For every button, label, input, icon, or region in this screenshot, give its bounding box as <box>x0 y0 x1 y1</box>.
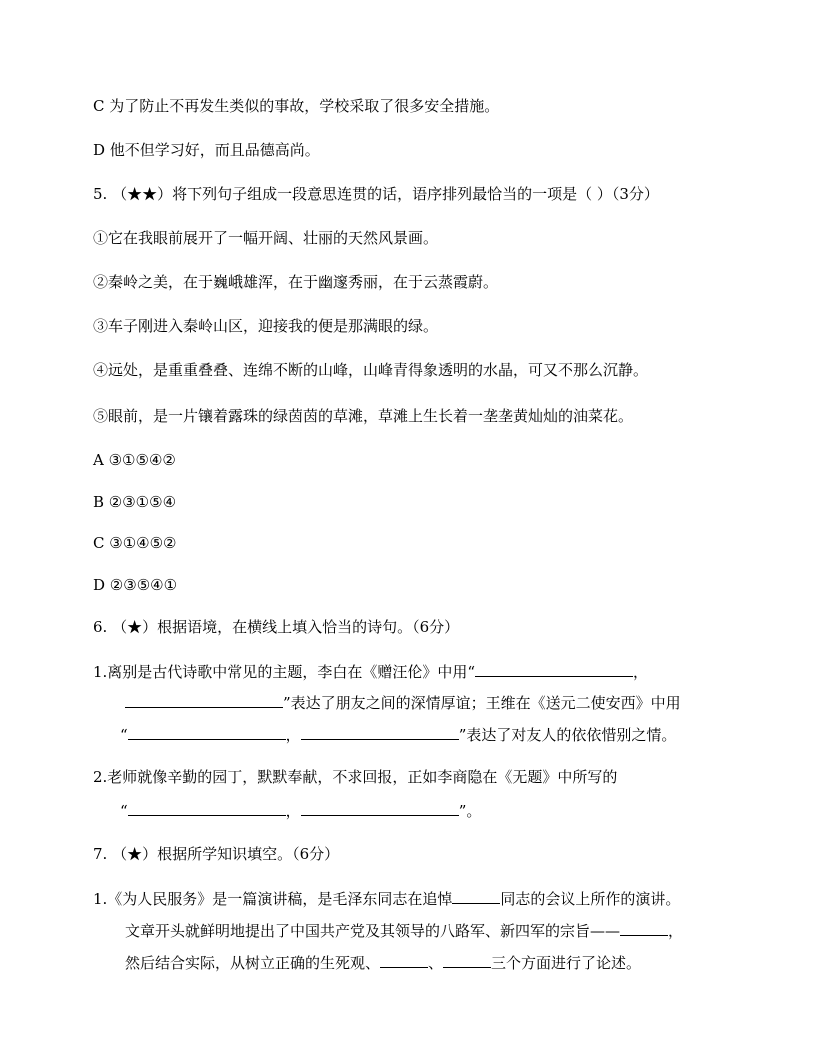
q5-sentence-4: ④远处，是重重叠叠、连绵不断的山峰，山峰青得象透明的水晶，可又不那么沉静。 <box>93 361 649 379</box>
q6-item2-text-c: ， <box>285 802 301 820</box>
q5-sentence-5: ⑤眼前，是一片镶着露珠的绿茵茵的草滩，草滩上生长着一垄垄黄灿灿的油菜花。 <box>93 407 634 425</box>
answer-blank[interactable] <box>380 952 428 968</box>
q6-item1-line1 <box>93 661 648 682</box>
answer-blank[interactable] <box>128 724 286 740</box>
q6-item2-text-b: “ <box>120 802 128 820</box>
q6-item2-line1: 2.老师就像辛勤的园丁，默默奉献，不求回报，正如李商隐在《无题》中所写的 <box>93 768 618 786</box>
q7-item1-text-a: 1.《为人民服务》是一篇演讲稿，是毛泽东同志在追悼 <box>93 890 453 908</box>
q7-item1-line2 <box>125 920 683 941</box>
q6-item1-text-f: ”表达了对友人的依依惜别之情。 <box>458 726 677 744</box>
q7-item1-text-g: 三个方面进行了论述。 <box>491 954 642 972</box>
answer-blank[interactable] <box>125 692 283 708</box>
q6-stem: 6. （★）根据语境，在横线上填入恰当的诗句。（6分） <box>93 618 460 636</box>
q6-item2-text-d: ”。 <box>458 802 482 820</box>
q6-item1-line3 <box>120 724 676 745</box>
q5-option-d: D ②③⑤④① <box>93 576 178 594</box>
q7-stem: 7. （★）根据所学知识填空。（6分） <box>93 845 340 863</box>
q5-stem: 5. （★★）将下列句子组成一段意思连贯的话，语序排列最恰当的一项是（ ）（3分） <box>93 185 659 203</box>
q7-item1-text-b: 同志的会议上所作的演讲。 <box>500 890 681 908</box>
q7-item1-line1 <box>93 888 680 909</box>
q7-item1-text-f: 、 <box>428 954 444 972</box>
q7-item1-text-c: 文章开头就鲜明地提出了中国共产党及其领导的八路军、新四军的宗旨—— <box>125 922 621 940</box>
q5-sentence-3: ③车子刚进入秦岭山区，迎接我的便是那满眼的绿。 <box>93 317 439 335</box>
q7-item1-text-d: ， <box>668 922 684 940</box>
q7-item1-line3 <box>125 952 641 973</box>
answer-blank[interactable] <box>301 724 459 740</box>
answer-blank[interactable] <box>128 800 286 816</box>
answer-blank[interactable] <box>301 800 459 816</box>
q6-item1-text-e: ， <box>285 726 301 744</box>
q5-option-a: A ③①⑤④② <box>93 451 176 469</box>
answer-blank[interactable] <box>443 952 491 968</box>
q6-item1-text-b: ， <box>632 663 648 681</box>
q5-sentence-1: ①它在我眼前展开了一幅开阔、壮丽的天然风景画。 <box>93 229 439 247</box>
q5-option-b: B ②③①⑤④ <box>93 493 177 511</box>
q7-item1-text-e: 然后结合实际，从树立正确的生死观、 <box>125 954 381 972</box>
q6-item2-line2 <box>120 800 481 821</box>
q6-item1-text-c: ”表达了朋友之间的深情厚谊；王维在《送元二使安西》中用 <box>283 694 681 712</box>
answer-blank[interactable] <box>620 920 668 936</box>
q6-item1-text-a: 1.离别是古代诗歌中常见的主题，李白在《赠汪伦》中用“ <box>93 663 475 681</box>
q5-sentence-2: ②秦岭之美，在于巍峨雄浑，在于幽邃秀丽，在于云蒸霞蔚。 <box>93 273 499 291</box>
q4-option-d: D 他不但学习好，而且品德高尚。 <box>93 141 320 159</box>
q5-option-c: C ③①④⑤② <box>93 534 177 552</box>
q4-option-c: C 为了防止不再发生类似的事故，学校采取了很多安全措施。 <box>93 97 500 115</box>
answer-blank[interactable] <box>452 888 500 904</box>
answer-blank[interactable] <box>475 661 633 677</box>
q6-item1-text-d: “ <box>120 726 128 744</box>
q6-item1-line2 <box>125 692 681 713</box>
